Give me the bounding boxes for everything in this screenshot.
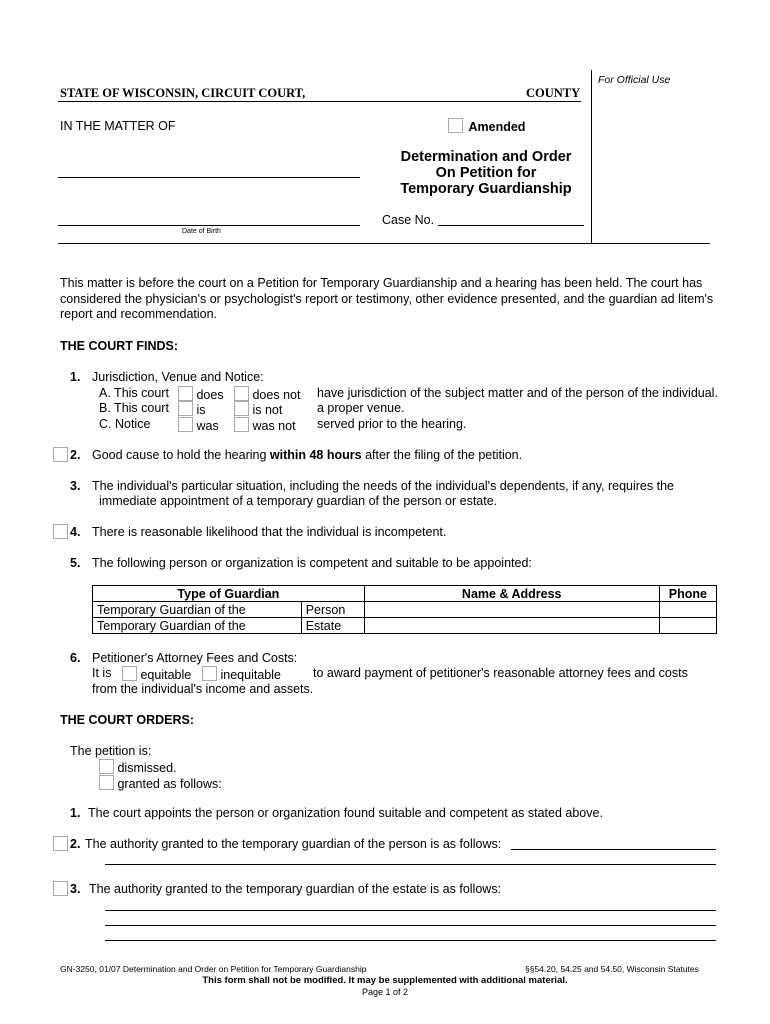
finding-1c-was-checkbox[interactable]	[178, 417, 193, 432]
finding-1c-was-not-checkbox[interactable]	[234, 417, 249, 432]
document-title	[370, 149, 602, 197]
finding-4-number: 4.	[70, 525, 81, 539]
finding-6-equitable-checkbox[interactable]	[122, 666, 137, 681]
finding-2-pre: Good cause to hold the hearing	[92, 448, 270, 462]
finding-1b-is-not-checkbox[interactable]	[234, 401, 249, 416]
row-estate-phone[interactable]	[659, 618, 716, 634]
finding-1b-suffix: a proper venue.	[317, 401, 405, 415]
order-1-number: 1.	[70, 806, 81, 820]
court-finds-heading: THE COURT FINDS:	[60, 339, 179, 353]
table-row	[93, 618, 717, 634]
order-3-line-2[interactable]	[105, 925, 716, 926]
footer-statutes: §§54.20, 54.25 and 54.50, Wisconsin Statutes	[525, 964, 699, 974]
intro-paragraph: This matter is before the court on a Petition for Temporary Guardianship and a hearing has been held. The court has considered the physician's or psychologist's report or testimony, other evidence presented, and the guardian ad litem's report and recommendation.	[60, 276, 714, 321]
court-county-line	[58, 101, 581, 102]
amended-checkbox-group	[448, 118, 525, 134]
name-line[interactable]	[58, 177, 360, 178]
order-2-line-1[interactable]	[511, 849, 716, 850]
county-label: COUNTY	[526, 86, 581, 100]
row-person-type: Temporary Guardian of the	[93, 602, 302, 618]
finding-1a-does-checkbox[interactable]	[178, 386, 193, 401]
order-2-number: 2.	[70, 837, 81, 851]
order-2-checkbox[interactable]	[53, 836, 68, 851]
finding-1c-suffix: served prior to the hearing.	[317, 417, 467, 431]
footer-page-number: Page 1 of 2	[361, 987, 409, 997]
title-line-3: Temporary Guardianship	[400, 181, 572, 197]
court-orders-heading: THE COURT ORDERS:	[60, 713, 195, 727]
table-header-name-address: Name & Address	[364, 586, 659, 602]
finding-1a-does-not-checkbox[interactable]	[234, 386, 249, 401]
finding-2-post: after the filing of the petition.	[361, 448, 523, 462]
finding-1-number: 1.	[70, 370, 81, 384]
order-3-line-1[interactable]	[105, 910, 716, 911]
case-no-label: Case No.	[382, 213, 435, 227]
row-estate-type: Temporary Guardian of the	[93, 618, 302, 634]
date-of-birth-label: Date of Birth	[182, 228, 221, 235]
finding-5-text: The following person or organization is competent and suitable to be appointed:	[92, 556, 532, 570]
order-3-number: 3.	[70, 882, 81, 896]
finding-4-checkbox[interactable]	[53, 524, 68, 539]
granted-checkbox[interactable]	[99, 775, 114, 790]
finding-1b-prefix: B. This court	[99, 401, 169, 415]
order-2-line-2[interactable]	[105, 864, 716, 865]
row-estate-kind: Estate	[301, 618, 364, 634]
table-header-phone: Phone	[659, 586, 716, 602]
finding-6-line-2: from the individual's income and assets.	[92, 682, 314, 696]
footer-notice: This form shall not be modified. It may be supplemented with additional material.	[202, 975, 568, 986]
finding-1c-prefix: C. Notice	[99, 417, 151, 431]
finding-6-inequitable-checkbox[interactable]	[202, 666, 217, 681]
state-court-label: STATE OF WISCONSIN, CIRCUIT COURT,	[60, 86, 306, 100]
date-of-birth-line[interactable]	[58, 225, 360, 226]
order-3-line-3[interactable]	[105, 940, 716, 941]
petition-is-label: The petition is:	[70, 744, 152, 758]
finding-3-number: 3.	[70, 479, 81, 493]
table-header-type: Type of Guardian	[93, 586, 365, 602]
finding-1a-prefix: A. This court	[99, 386, 169, 400]
finding-6-label: Petitioner's Attorney Fees and Costs:	[92, 651, 298, 665]
finding-1-label: Jurisdiction, Venue and Notice:	[92, 370, 264, 384]
header-bottom-rule	[58, 243, 710, 244]
finding-3-line-2: immediate appointment of a temporary guardian of the person or estate.	[99, 494, 498, 508]
amended-label: Amended	[468, 120, 526, 134]
finding-1b-is-not-label: is not	[252, 403, 283, 417]
finding-5-number: 5.	[70, 556, 81, 570]
order-1-text: The court appoints the person or organization found suitable and competent as stated above.	[88, 806, 603, 820]
guardian-table	[92, 585, 717, 634]
finding-6-suffix: to award payment of petitioner's reasonable attorney fees and costs	[313, 666, 688, 680]
order-3-text: The authority granted to the temporary guardian of the estate is as follows:	[89, 882, 502, 896]
finding-6-inequitable-label: inequitable	[220, 668, 281, 682]
amended-checkbox[interactable]	[448, 118, 463, 133]
row-person-name-address[interactable]	[364, 602, 659, 618]
finding-1b-is-label: is	[196, 403, 206, 417]
footer-form-id: GN-3250, 01/07 Determination and Order on Petition for Temporary Guardianship	[60, 964, 367, 974]
finding-6-equitable-label: equitable	[140, 668, 192, 682]
finding-2-number: 2.	[70, 448, 81, 462]
finding-6-number: 6.	[70, 651, 81, 665]
official-use-label: For Official Use	[598, 74, 671, 86]
in-the-matter-of-label: IN THE MATTER OF	[60, 119, 176, 133]
dismissed-label: dismissed.	[117, 761, 177, 775]
title-line-1: Determination and Order	[400, 149, 572, 165]
case-no-field[interactable]	[438, 225, 584, 226]
finding-1a-does-label: does	[196, 388, 224, 402]
order-2-text: The authority granted to the temporary guardian of the person is as follows:	[85, 837, 502, 851]
finding-2-text	[92, 448, 522, 462]
finding-2-bold: within 48 hours	[269, 448, 362, 462]
granted-label: granted as follows:	[117, 777, 222, 791]
finding-2-checkbox[interactable]	[53, 447, 68, 462]
row-person-phone[interactable]	[659, 602, 716, 618]
finding-6-it-is: It is	[92, 666, 112, 680]
title-line-2: On Petition for	[435, 165, 537, 181]
finding-1c-was-label: was	[196, 419, 219, 433]
finding-1a-suffix: have jurisdiction of the subject matter and of the person of the individual.	[317, 386, 718, 400]
finding-1c-was-not-label: was not	[252, 419, 296, 433]
row-person-kind: Person	[301, 602, 364, 618]
finding-1b-is-checkbox[interactable]	[178, 401, 193, 416]
finding-4-text: There is reasonable likelihood that the individual is incompetent.	[92, 525, 447, 539]
finding-3-line-1: The individual's particular situation, including the needs of the individual's dependents, if any, requires the	[92, 479, 674, 493]
order-3-checkbox[interactable]	[53, 881, 68, 896]
table-row	[93, 602, 717, 618]
finding-1a-does-not-label: does not	[252, 388, 301, 402]
dismissed-checkbox[interactable]	[99, 759, 114, 774]
row-estate-name-address[interactable]	[364, 618, 659, 634]
